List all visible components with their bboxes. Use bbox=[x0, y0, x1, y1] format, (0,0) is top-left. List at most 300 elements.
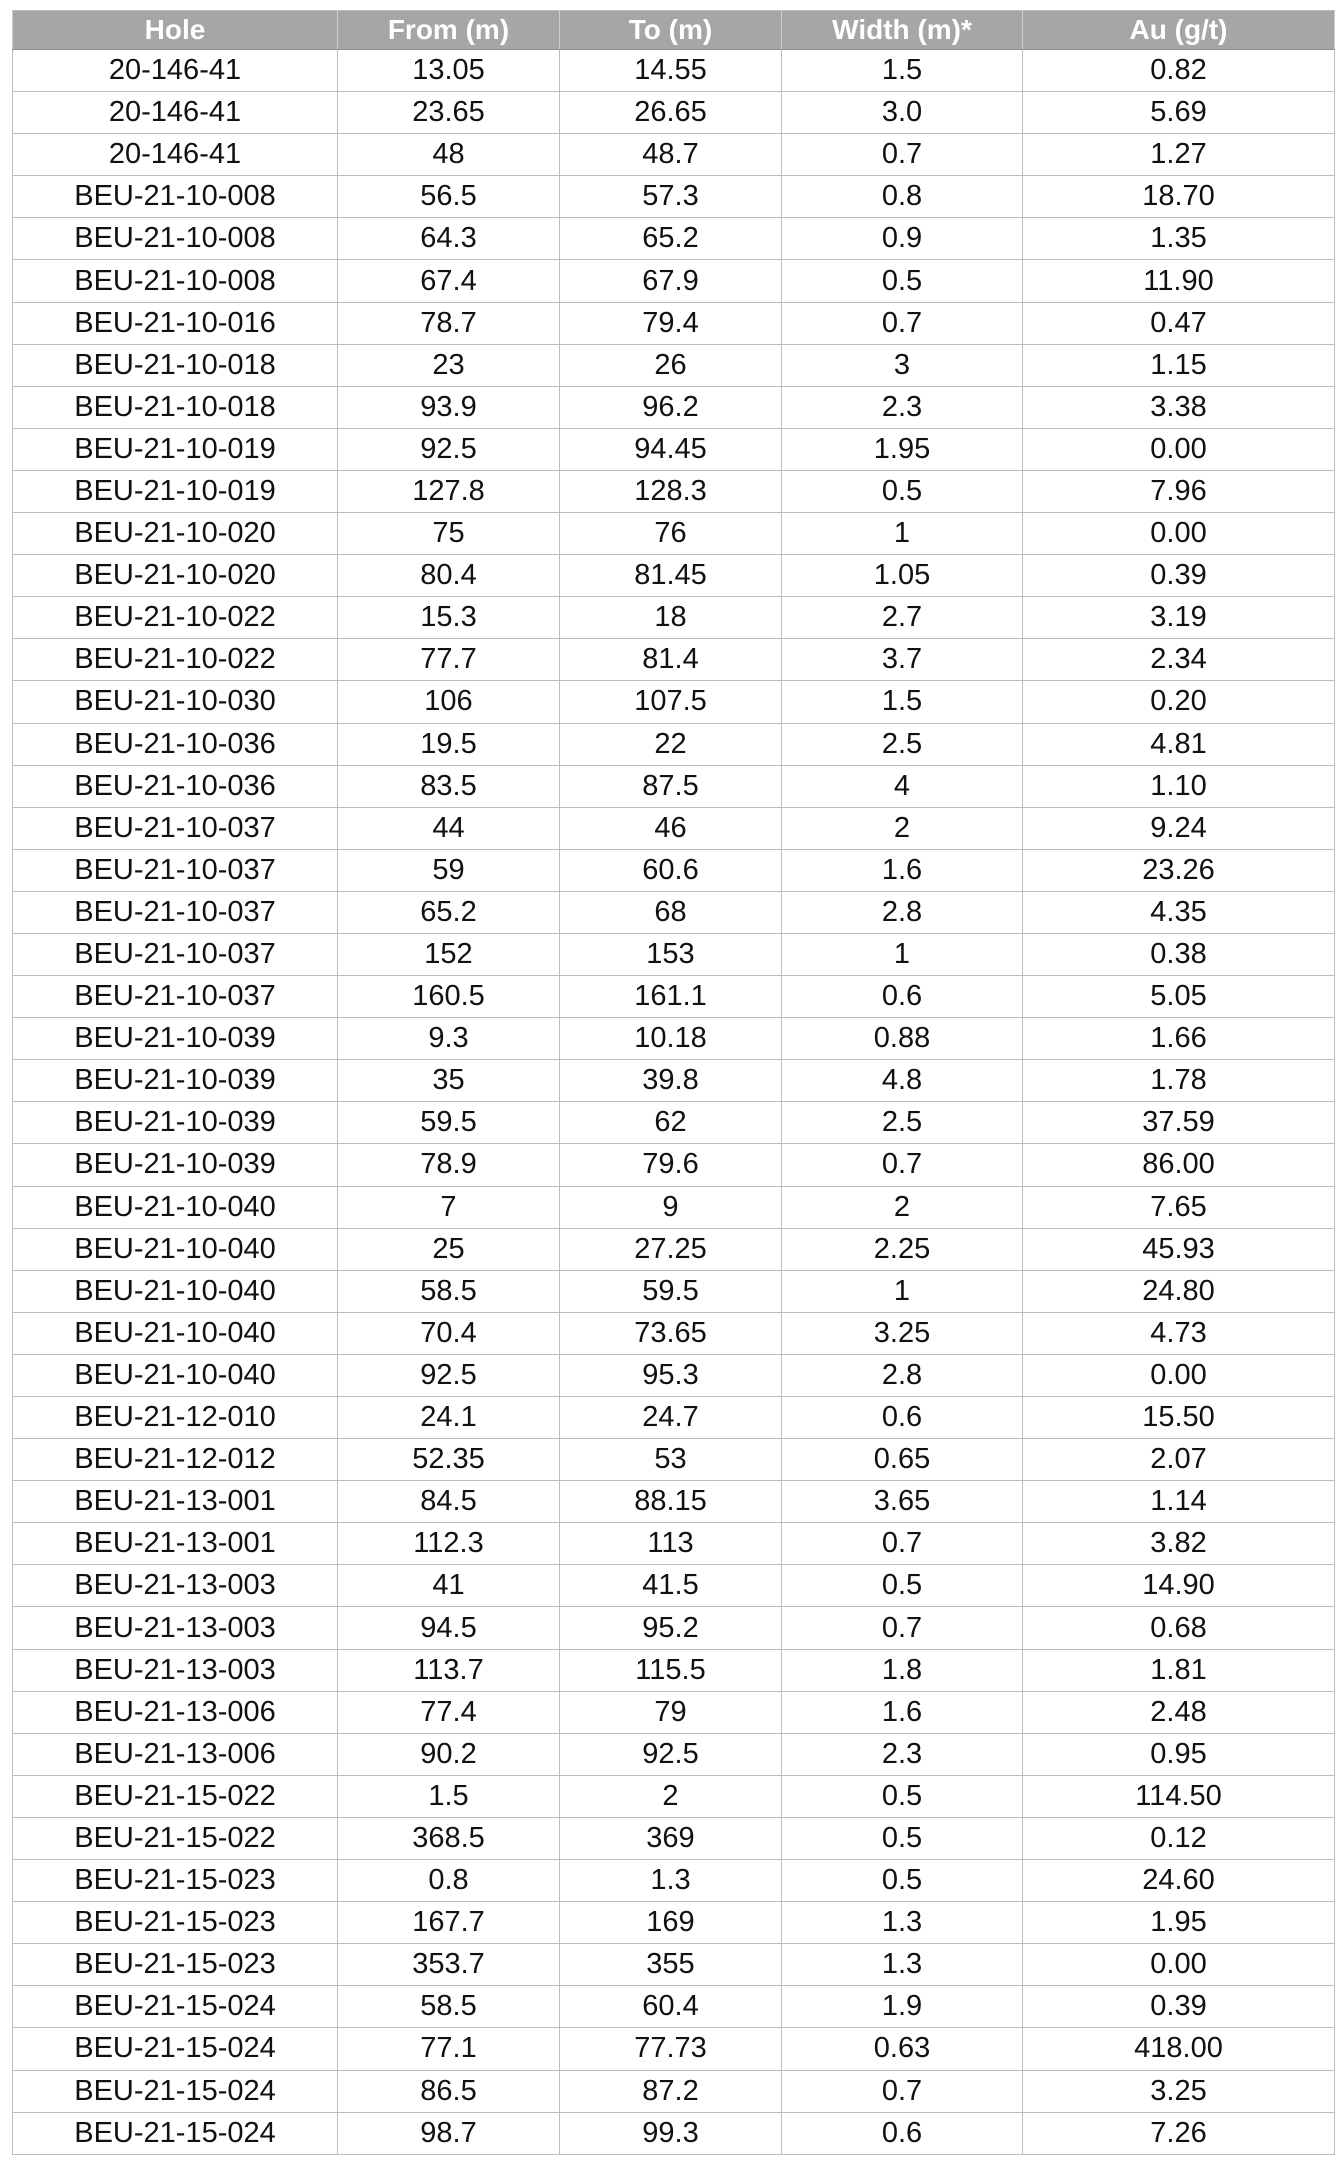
cell-hole: BEU-21-10-040 bbox=[13, 1354, 338, 1396]
cell-to: 169 bbox=[560, 1902, 782, 1944]
cell-to: 2 bbox=[560, 1775, 782, 1817]
cell-from: 19.5 bbox=[338, 723, 560, 765]
cell-from: 1.5 bbox=[338, 1775, 560, 1817]
cell-to: 99.3 bbox=[560, 2112, 782, 2154]
cell-au: 1.35 bbox=[1023, 218, 1335, 260]
cell-width: 1.9 bbox=[782, 1986, 1023, 2028]
cell-from: 23 bbox=[338, 344, 560, 386]
cell-hole: BEU-21-10-037 bbox=[13, 849, 338, 891]
table-row bbox=[13, 344, 1335, 386]
cell-au: 7.65 bbox=[1023, 1186, 1335, 1228]
cell-hole: BEU-21-13-001 bbox=[13, 1523, 338, 1565]
cell-au: 0.20 bbox=[1023, 681, 1335, 723]
cell-to: 161.1 bbox=[560, 976, 782, 1018]
cell-from: 35 bbox=[338, 1060, 560, 1102]
table-row bbox=[13, 470, 1335, 512]
cell-au: 7.96 bbox=[1023, 470, 1335, 512]
cell-width: 0.9 bbox=[782, 218, 1023, 260]
cell-width: 1 bbox=[782, 513, 1023, 555]
cell-from: 23.65 bbox=[338, 92, 560, 134]
cell-from: 58.5 bbox=[338, 1986, 560, 2028]
cell-to: 26 bbox=[560, 344, 782, 386]
cell-to: 113 bbox=[560, 1523, 782, 1565]
cell-to: 41.5 bbox=[560, 1565, 782, 1607]
table-row bbox=[13, 2112, 1335, 2154]
cell-from: 75 bbox=[338, 513, 560, 555]
table-row bbox=[13, 1944, 1335, 1986]
cell-to: 60.6 bbox=[560, 849, 782, 891]
cell-au: 1.78 bbox=[1023, 1060, 1335, 1102]
cell-width: 0.5 bbox=[782, 1565, 1023, 1607]
cell-au: 418.00 bbox=[1023, 2028, 1335, 2070]
table-row bbox=[13, 849, 1335, 891]
cell-width: 1.8 bbox=[782, 1649, 1023, 1691]
cell-to: 81.4 bbox=[560, 639, 782, 681]
table-row bbox=[13, 176, 1335, 218]
table-row bbox=[13, 1228, 1335, 1270]
cell-from: 86.5 bbox=[338, 2070, 560, 2112]
cell-to: 115.5 bbox=[560, 1649, 782, 1691]
cell-width: 0.7 bbox=[782, 134, 1023, 176]
cell-to: 95.3 bbox=[560, 1354, 782, 1396]
cell-width: 0.5 bbox=[782, 260, 1023, 302]
cell-hole: BEU-21-10-018 bbox=[13, 386, 338, 428]
cell-from: 56.5 bbox=[338, 176, 560, 218]
cell-width: 0.5 bbox=[782, 1817, 1023, 1859]
cell-to: 96.2 bbox=[560, 386, 782, 428]
cell-from: 93.9 bbox=[338, 386, 560, 428]
cell-width: 1.3 bbox=[782, 1902, 1023, 1944]
cell-from: 80.4 bbox=[338, 555, 560, 597]
cell-width: 3.65 bbox=[782, 1481, 1023, 1523]
table-row bbox=[13, 1270, 1335, 1312]
cell-from: 353.7 bbox=[338, 1944, 560, 1986]
cell-from: 92.5 bbox=[338, 428, 560, 470]
cell-width: 3 bbox=[782, 344, 1023, 386]
cell-hole: BEU-21-10-037 bbox=[13, 807, 338, 849]
cell-to: 10.18 bbox=[560, 1018, 782, 1060]
cell-width: 2.25 bbox=[782, 1228, 1023, 1270]
cell-hole: 20-146-41 bbox=[13, 92, 338, 134]
cell-au: 1.66 bbox=[1023, 1018, 1335, 1060]
cell-hole: BEU-21-13-001 bbox=[13, 1481, 338, 1523]
cell-hole: BEU-21-10-037 bbox=[13, 976, 338, 1018]
cell-to: 9 bbox=[560, 1186, 782, 1228]
cell-from: 113.7 bbox=[338, 1649, 560, 1691]
cell-au: 18.70 bbox=[1023, 176, 1335, 218]
cell-to: 62 bbox=[560, 1102, 782, 1144]
cell-to: 369 bbox=[560, 1817, 782, 1859]
cell-au: 0.00 bbox=[1023, 1944, 1335, 1986]
table-row bbox=[13, 2070, 1335, 2112]
cell-from: 152 bbox=[338, 933, 560, 975]
cell-au: 1.81 bbox=[1023, 1649, 1335, 1691]
cell-au: 1.14 bbox=[1023, 1481, 1335, 1523]
cell-au: 0.82 bbox=[1023, 50, 1335, 92]
cell-from: 92.5 bbox=[338, 1354, 560, 1396]
cell-width: 1.3 bbox=[782, 1944, 1023, 1986]
cell-from: 78.7 bbox=[338, 302, 560, 344]
cell-au: 0.00 bbox=[1023, 428, 1335, 470]
cell-to: 77.73 bbox=[560, 2028, 782, 2070]
cell-from: 98.7 bbox=[338, 2112, 560, 2154]
cell-au: 0.00 bbox=[1023, 513, 1335, 555]
cell-hole: BEU-21-12-012 bbox=[13, 1439, 338, 1481]
table-row bbox=[13, 639, 1335, 681]
cell-width: 1.5 bbox=[782, 50, 1023, 92]
cell-au: 7.26 bbox=[1023, 2112, 1335, 2154]
table-row bbox=[13, 50, 1335, 92]
cell-hole: BEU-21-10-039 bbox=[13, 1060, 338, 1102]
cell-hole: BEU-21-10-016 bbox=[13, 302, 338, 344]
cell-to: 65.2 bbox=[560, 218, 782, 260]
table-row bbox=[13, 1439, 1335, 1481]
table-row bbox=[13, 1607, 1335, 1649]
cell-to: 68 bbox=[560, 891, 782, 933]
cell-hole: BEU-21-10-039 bbox=[13, 1018, 338, 1060]
table-row bbox=[13, 1186, 1335, 1228]
cell-width: 0.6 bbox=[782, 1397, 1023, 1439]
cell-width: 0.7 bbox=[782, 1607, 1023, 1649]
cell-to: 81.45 bbox=[560, 555, 782, 597]
table-row bbox=[13, 807, 1335, 849]
cell-hole: BEU-21-10-019 bbox=[13, 470, 338, 512]
cell-width: 0.7 bbox=[782, 302, 1023, 344]
drill-results-table bbox=[12, 10, 1335, 2155]
cell-width: 0.5 bbox=[782, 1860, 1023, 1902]
cell-width: 0.7 bbox=[782, 2070, 1023, 2112]
table-row bbox=[13, 933, 1335, 975]
table-body bbox=[13, 50, 1335, 2155]
cell-hole: BEU-21-10-020 bbox=[13, 555, 338, 597]
cell-from: 84.5 bbox=[338, 1481, 560, 1523]
cell-au: 3.82 bbox=[1023, 1523, 1335, 1565]
cell-width: 2 bbox=[782, 807, 1023, 849]
cell-to: 355 bbox=[560, 1944, 782, 1986]
cell-au: 0.95 bbox=[1023, 1733, 1335, 1775]
cell-width: 1.5 bbox=[782, 681, 1023, 723]
cell-width: 2.3 bbox=[782, 386, 1023, 428]
cell-to: 39.8 bbox=[560, 1060, 782, 1102]
cell-hole: BEU-21-15-024 bbox=[13, 1986, 338, 2028]
table-row bbox=[13, 302, 1335, 344]
cell-au: 14.90 bbox=[1023, 1565, 1335, 1607]
cell-hole: BEU-21-10-008 bbox=[13, 260, 338, 302]
table-header bbox=[13, 11, 1335, 50]
cell-from: 67.4 bbox=[338, 260, 560, 302]
cell-from: 7 bbox=[338, 1186, 560, 1228]
cell-au: 0.12 bbox=[1023, 1817, 1335, 1859]
cell-to: 87.5 bbox=[560, 765, 782, 807]
cell-au: 4.73 bbox=[1023, 1312, 1335, 1354]
table-row bbox=[13, 1397, 1335, 1439]
cell-from: 78.9 bbox=[338, 1144, 560, 1186]
cell-from: 112.3 bbox=[338, 1523, 560, 1565]
cell-from: 52.35 bbox=[338, 1439, 560, 1481]
cell-width: 0.63 bbox=[782, 2028, 1023, 2070]
cell-au: 2.48 bbox=[1023, 1691, 1335, 1733]
assay-results-sheet bbox=[12, 10, 1334, 2155]
cell-from: 106 bbox=[338, 681, 560, 723]
cell-au: 5.05 bbox=[1023, 976, 1335, 1018]
cell-hole: BEU-21-13-003 bbox=[13, 1607, 338, 1649]
cell-width: 1 bbox=[782, 1270, 1023, 1312]
cell-hole: BEU-21-10-040 bbox=[13, 1270, 338, 1312]
cell-from: 24.1 bbox=[338, 1397, 560, 1439]
cell-hole: BEU-21-10-022 bbox=[13, 639, 338, 681]
cell-hole: BEU-21-10-020 bbox=[13, 513, 338, 555]
cell-au: 1.27 bbox=[1023, 134, 1335, 176]
cell-to: 57.3 bbox=[560, 176, 782, 218]
cell-to: 60.4 bbox=[560, 1986, 782, 2028]
cell-hole: BEU-21-12-010 bbox=[13, 1397, 338, 1439]
cell-from: 70.4 bbox=[338, 1312, 560, 1354]
cell-au: 0.38 bbox=[1023, 933, 1335, 975]
cell-hole: BEU-21-15-023 bbox=[13, 1860, 338, 1902]
table-row bbox=[13, 2028, 1335, 2070]
cell-from: 25 bbox=[338, 1228, 560, 1270]
cell-au: 37.59 bbox=[1023, 1102, 1335, 1144]
cell-au: 4.81 bbox=[1023, 723, 1335, 765]
cell-au: 2.34 bbox=[1023, 639, 1335, 681]
cell-hole: BEU-21-10-037 bbox=[13, 891, 338, 933]
table-row bbox=[13, 765, 1335, 807]
cell-width: 2.8 bbox=[782, 891, 1023, 933]
table-row bbox=[13, 1902, 1335, 1944]
table-row bbox=[13, 386, 1335, 428]
cell-from: 127.8 bbox=[338, 470, 560, 512]
table-row bbox=[13, 1060, 1335, 1102]
table-row bbox=[13, 513, 1335, 555]
cell-width: 0.5 bbox=[782, 1775, 1023, 1817]
cell-from: 48 bbox=[338, 134, 560, 176]
cell-au: 9.24 bbox=[1023, 807, 1335, 849]
table-row bbox=[13, 1018, 1335, 1060]
table-row bbox=[13, 1312, 1335, 1354]
cell-width: 1.6 bbox=[782, 849, 1023, 891]
cell-to: 73.65 bbox=[560, 1312, 782, 1354]
cell-from: 0.8 bbox=[338, 1860, 560, 1902]
cell-to: 46 bbox=[560, 807, 782, 849]
table-row bbox=[13, 1565, 1335, 1607]
cell-au: 11.90 bbox=[1023, 260, 1335, 302]
cell-to: 95.2 bbox=[560, 1607, 782, 1649]
cell-width: 2.8 bbox=[782, 1354, 1023, 1396]
cell-from: 65.2 bbox=[338, 891, 560, 933]
cell-width: 2.3 bbox=[782, 1733, 1023, 1775]
cell-width: 0.65 bbox=[782, 1439, 1023, 1481]
cell-from: 41 bbox=[338, 1565, 560, 1607]
cell-hole: BEU-21-10-040 bbox=[13, 1312, 338, 1354]
cell-to: 22 bbox=[560, 723, 782, 765]
table-row bbox=[13, 891, 1335, 933]
cell-au: 5.69 bbox=[1023, 92, 1335, 134]
cell-au: 114.50 bbox=[1023, 1775, 1335, 1817]
cell-width: 1 bbox=[782, 933, 1023, 975]
cell-from: 160.5 bbox=[338, 976, 560, 1018]
cell-from: 83.5 bbox=[338, 765, 560, 807]
cell-au: 1.15 bbox=[1023, 344, 1335, 386]
cell-width: 3.25 bbox=[782, 1312, 1023, 1354]
cell-au: 2.07 bbox=[1023, 1439, 1335, 1481]
cell-to: 88.15 bbox=[560, 1481, 782, 1523]
cell-hole: BEU-21-10-036 bbox=[13, 765, 338, 807]
cell-from: 368.5 bbox=[338, 1817, 560, 1859]
cell-au: 86.00 bbox=[1023, 1144, 1335, 1186]
cell-width: 4 bbox=[782, 765, 1023, 807]
cell-to: 27.25 bbox=[560, 1228, 782, 1270]
table-row bbox=[13, 92, 1335, 134]
header-to: To (m) bbox=[560, 11, 782, 50]
cell-au: 3.19 bbox=[1023, 597, 1335, 639]
cell-hole: BEU-21-15-024 bbox=[13, 2028, 338, 2070]
cell-to: 18 bbox=[560, 597, 782, 639]
cell-to: 128.3 bbox=[560, 470, 782, 512]
cell-hole: BEU-21-15-023 bbox=[13, 1902, 338, 1944]
cell-from: 94.5 bbox=[338, 1607, 560, 1649]
cell-hole: BEU-21-10-008 bbox=[13, 218, 338, 260]
cell-to: 14.55 bbox=[560, 50, 782, 92]
cell-to: 107.5 bbox=[560, 681, 782, 723]
cell-au: 1.95 bbox=[1023, 1902, 1335, 1944]
cell-au: 45.93 bbox=[1023, 1228, 1335, 1270]
table-row bbox=[13, 1102, 1335, 1144]
cell-width: 2.5 bbox=[782, 723, 1023, 765]
cell-to: 1.3 bbox=[560, 1860, 782, 1902]
cell-to: 79.6 bbox=[560, 1144, 782, 1186]
cell-from: 9.3 bbox=[338, 1018, 560, 1060]
cell-hole: BEU-21-13-006 bbox=[13, 1691, 338, 1733]
cell-hole: BEU-21-13-003 bbox=[13, 1565, 338, 1607]
cell-au: 0.47 bbox=[1023, 302, 1335, 344]
cell-to: 87.2 bbox=[560, 2070, 782, 2112]
table-row bbox=[13, 1817, 1335, 1859]
table-row bbox=[13, 681, 1335, 723]
table-row bbox=[13, 260, 1335, 302]
cell-hole: 20-146-41 bbox=[13, 50, 338, 92]
cell-width: 0.5 bbox=[782, 470, 1023, 512]
cell-from: 90.2 bbox=[338, 1733, 560, 1775]
cell-to: 153 bbox=[560, 933, 782, 975]
cell-width: 2.7 bbox=[782, 597, 1023, 639]
cell-hole: BEU-21-13-003 bbox=[13, 1649, 338, 1691]
table-row bbox=[13, 1354, 1335, 1396]
cell-hole: BEU-21-10-039 bbox=[13, 1102, 338, 1144]
cell-from: 58.5 bbox=[338, 1270, 560, 1312]
table-row bbox=[13, 134, 1335, 176]
cell-hole: BEU-21-10-030 bbox=[13, 681, 338, 723]
cell-from: 77.7 bbox=[338, 639, 560, 681]
cell-au: 4.35 bbox=[1023, 891, 1335, 933]
cell-width: 2 bbox=[782, 1186, 1023, 1228]
cell-hole: BEU-21-10-019 bbox=[13, 428, 338, 470]
cell-width: 0.7 bbox=[782, 1144, 1023, 1186]
cell-to: 76 bbox=[560, 513, 782, 555]
cell-to: 24.7 bbox=[560, 1397, 782, 1439]
table-row bbox=[13, 1523, 1335, 1565]
header-row bbox=[13, 11, 1335, 50]
cell-from: 59.5 bbox=[338, 1102, 560, 1144]
cell-to: 59.5 bbox=[560, 1270, 782, 1312]
cell-width: 3.0 bbox=[782, 92, 1023, 134]
table-row bbox=[13, 1986, 1335, 2028]
header-hole: Hole bbox=[13, 11, 338, 50]
cell-width: 1.6 bbox=[782, 1691, 1023, 1733]
cell-width: 0.8 bbox=[782, 176, 1023, 218]
cell-au: 24.80 bbox=[1023, 1270, 1335, 1312]
cell-au: 23.26 bbox=[1023, 849, 1335, 891]
cell-hole: BEU-21-15-023 bbox=[13, 1944, 338, 1986]
cell-hole: BEU-21-10-018 bbox=[13, 344, 338, 386]
cell-to: 53 bbox=[560, 1439, 782, 1481]
cell-hole: BEU-21-15-022 bbox=[13, 1817, 338, 1859]
cell-au: 3.38 bbox=[1023, 386, 1335, 428]
cell-width: 0.6 bbox=[782, 976, 1023, 1018]
cell-au: 15.50 bbox=[1023, 1397, 1335, 1439]
cell-to: 48.7 bbox=[560, 134, 782, 176]
cell-hole: BEU-21-10-037 bbox=[13, 933, 338, 975]
cell-au: 0.39 bbox=[1023, 555, 1335, 597]
table-row bbox=[13, 218, 1335, 260]
cell-to: 92.5 bbox=[560, 1733, 782, 1775]
cell-from: 44 bbox=[338, 807, 560, 849]
cell-hole: BEU-21-10-039 bbox=[13, 1144, 338, 1186]
cell-hole: BEU-21-15-024 bbox=[13, 2070, 338, 2112]
cell-hole: 20-146-41 bbox=[13, 134, 338, 176]
cell-hole: BEU-21-13-006 bbox=[13, 1733, 338, 1775]
cell-au: 1.10 bbox=[1023, 765, 1335, 807]
cell-from: 77.1 bbox=[338, 2028, 560, 2070]
cell-width: 0.7 bbox=[782, 1523, 1023, 1565]
cell-width: 3.7 bbox=[782, 639, 1023, 681]
cell-to: 79 bbox=[560, 1691, 782, 1733]
cell-to: 94.45 bbox=[560, 428, 782, 470]
header-width: Width (m)* bbox=[782, 11, 1023, 50]
table-row bbox=[13, 1144, 1335, 1186]
cell-au: 0.00 bbox=[1023, 1354, 1335, 1396]
header-au: Au (g/t) bbox=[1023, 11, 1335, 50]
cell-from: 15.3 bbox=[338, 597, 560, 639]
cell-to: 79.4 bbox=[560, 302, 782, 344]
table-row bbox=[13, 1649, 1335, 1691]
cell-hole: BEU-21-10-008 bbox=[13, 176, 338, 218]
cell-hole: BEU-21-10-022 bbox=[13, 597, 338, 639]
table-row bbox=[13, 597, 1335, 639]
table-row bbox=[13, 1733, 1335, 1775]
table-row bbox=[13, 1775, 1335, 1817]
cell-from: 13.05 bbox=[338, 50, 560, 92]
table-row bbox=[13, 428, 1335, 470]
cell-width: 0.88 bbox=[782, 1018, 1023, 1060]
cell-width: 1.05 bbox=[782, 555, 1023, 597]
cell-width: 0.6 bbox=[782, 2112, 1023, 2154]
cell-hole: BEU-21-10-040 bbox=[13, 1186, 338, 1228]
cell-hole: BEU-21-15-022 bbox=[13, 1775, 338, 1817]
cell-from: 64.3 bbox=[338, 218, 560, 260]
cell-to: 26.65 bbox=[560, 92, 782, 134]
table-row bbox=[13, 1481, 1335, 1523]
table-row bbox=[13, 976, 1335, 1018]
cell-hole: BEU-21-10-040 bbox=[13, 1228, 338, 1270]
cell-width: 2.5 bbox=[782, 1102, 1023, 1144]
table-row bbox=[13, 1691, 1335, 1733]
header-from: From (m) bbox=[338, 11, 560, 50]
cell-au: 3.25 bbox=[1023, 2070, 1335, 2112]
cell-au: 0.68 bbox=[1023, 1607, 1335, 1649]
cell-width: 4.8 bbox=[782, 1060, 1023, 1102]
cell-au: 0.39 bbox=[1023, 1986, 1335, 2028]
table-row bbox=[13, 555, 1335, 597]
